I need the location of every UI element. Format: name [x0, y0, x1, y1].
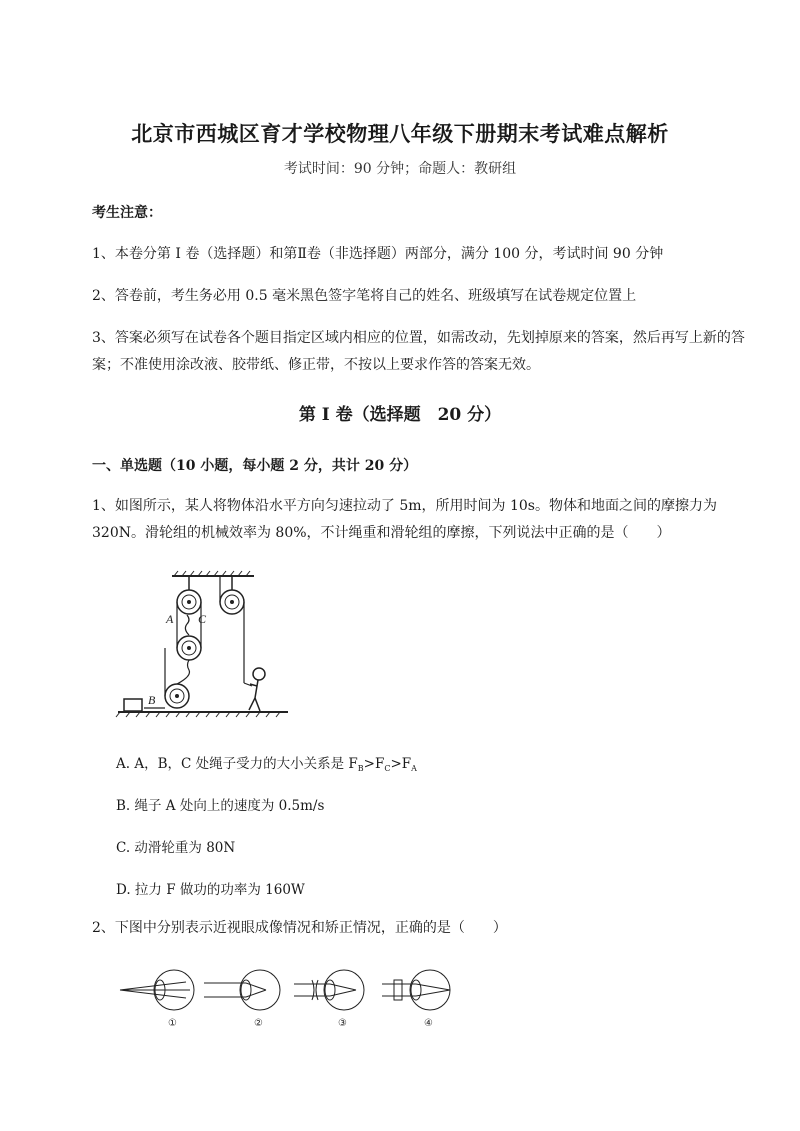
option-a-gt-1: >F: [363, 756, 385, 772]
option-a[interactable]: [116, 752, 417, 773]
notice-item-3: 3、答案必须写在试卷各个题目指定区域内相应的位置，如需改动，先划掉原来的答案，然后再写上新的答案；不准使用涂改液、胶带纸、修正带，不按以上要求作答的答案无效。: [92, 330, 745, 373]
notice-item-2: 2、答卷前，考生务必用 0.5 毫米黑色签字笔将自己的姓名、班级填写在试卷规定位置上: [92, 288, 637, 304]
label-a: A: [166, 612, 174, 626]
notice-heading: 考生注意：: [92, 205, 162, 221]
part-heading: 一、单选题（10 小题，每小题 2 分，共计 20 分）: [92, 458, 418, 474]
option-a-text: A. A，B，C 处绳子受力的大小关系是 F: [116, 756, 358, 772]
eye-label-3: ③: [338, 1018, 347, 1029]
option-b[interactable]: B. 绳子 A 处向上的速度为 0.5m/s: [116, 798, 325, 814]
label-b: B: [148, 693, 156, 707]
eye-label-4: ④: [424, 1018, 433, 1029]
question-2-stem: 2、下图中分别表示近视眼成像情况和矫正情况，正确的是（ ）: [92, 920, 507, 936]
pulley-diagram: [112, 568, 292, 720]
option-c[interactable]: C. 动滑轮重为 80N: [116, 840, 236, 856]
option-a-sub-b: B: [357, 764, 364, 773]
exam-info: 考试时间：90 分钟；命题人：教研组: [283, 161, 517, 177]
option-a-gt-2: >F: [390, 756, 412, 772]
option-a-sub-c: C: [384, 764, 391, 773]
label-c: C: [198, 612, 207, 626]
eye-diagrams: [116, 966, 456, 1032]
page-title: 北京市西城区育才学校物理八年级下册期末考试难点解析: [131, 121, 669, 146]
question-1-stem: 1、如图所示，某人将物体沿水平方向匀速拉动了 5m，所用时间为 10s。物体和地面之间的摩擦力为 320N。滑轮组的机械效率为 80%，不计绳重和滑轮组的摩擦，下列说法中正确的是（ ）: [92, 498, 717, 541]
notice-item-1: 1、本卷分第 I 卷（选择题）和第Ⅱ卷（非选择题）两部分，满分 100 分，考试时间 90 分钟: [92, 246, 664, 262]
section-title: 第 I 卷（选择题 20 分）: [298, 405, 502, 425]
eye-label-2: ②: [254, 1018, 263, 1029]
option-a-sub-a: A: [411, 764, 417, 773]
eye-label-1: ①: [168, 1018, 177, 1029]
option-d[interactable]: D. 拉力 F 做功的功率为 160W: [116, 882, 305, 898]
